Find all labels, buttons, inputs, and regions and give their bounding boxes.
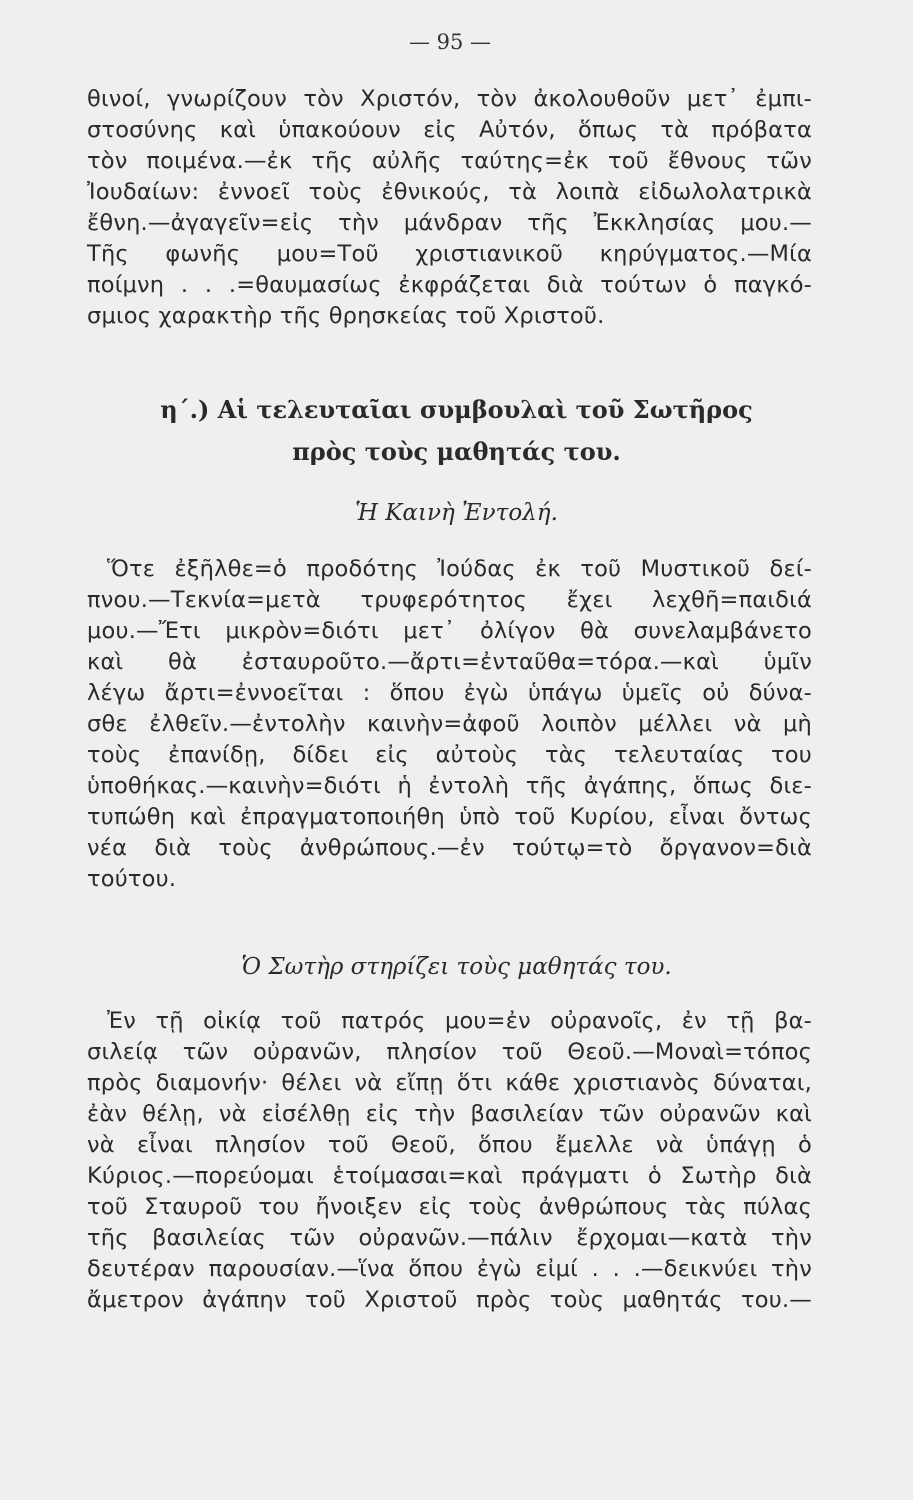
section-heading-line-1: η΄.) Αἱ τελευταῖαι συμβουλαὶ τοῦ Σωτῆρος [160,395,753,424]
subheading-new-commandment: Ἡ Καινὴ Ἐντολή. [355,500,558,526]
paragraph-2 [87,554,812,895]
text-line: Ὅτε ἐξῆλθε=ὁ προδότης Ἰούδας ἐκ τοῦ Μυστικοῦ δεί- [107,556,812,582]
page-number: — 95 — [408,30,492,54]
text-line: λέγω ἄρτι=ἐννοεῖται : ὅπου ἐγὼ ὑπάγω ὑμεῖς οὐ δύνα- [87,680,812,706]
paragraph-3 [87,1006,812,1316]
paragraph-1 [87,84,812,332]
text-line: ὑποθήκας.—καινὴν=διότι ἡ ἐντολὴ τῆς ἀγάπης, ὅπως διε- [87,773,812,799]
text-line: σθε ἐλθεῖν.—ἐντολὴν καινὴν=ἀφοῦ λοιπὸν μέλλει νὰ μὴ [87,711,812,737]
text-line: τούτου. [87,866,177,892]
text-line: Ἐν τῇ οἰκίᾳ τοῦ πατρός μου=ἐν οὐρανοῖς, ἐν τῇ βα- [107,1008,812,1034]
text-line: ποίμνη . . .=θαυμασίως ἐκφράζεται διὰ τούτων ὁ παγκό- [87,272,812,298]
text-line: τυπώθη καὶ ἐπραγματοποιήθη ὑπὸ τοῦ Κυρίου, εἶναι ὄντως [87,804,812,830]
text-line: νὰ εἶναι πλησίον τοῦ Θεοῦ, ὅπου ἔμελλε νὰ ὑπάγῃ ὁ [87,1132,812,1158]
text-line: στοσύνης καὶ ὑπακούουν εἰς Αὐτόν, ὅπως τὰ πρόβατα [87,117,812,143]
text-line: ἐὰν θέλῃ, νὰ εἰσέλθῃ εἰς τὴν βασιλείαν τῶν οὐρανῶν καὶ [87,1101,812,1127]
text-line: σμιος χαρακτὴρ τῆς θρησκείας τοῦ Χριστοῦ. [87,303,605,329]
text-line: ἔθνη.—ἀγαγεῖν=εἰς τὴν μάνδραν τῆς Ἐκκλησίας μου.— [87,210,812,236]
text-line: θινοί, γνωρίζουν τὸν Χριστόν, τὸν ἀκολουθοῦν μετ᾽ ἐμπι- [87,86,812,112]
text-line: τῆς βασιλείας τῶν οὐρανῶν.—πάλιν ἔρχομαι—κατὰ τὴν [87,1225,812,1251]
text-line: πνου.—Τεκνία=μετὰ τρυφερότητος ἔχει λεχθῆ=παιδιά [87,587,812,613]
section-heading-line-2: πρὸς τοὺς μαθητάς του. [292,437,621,466]
text-line: ἄμετρον ἀγάπην τοῦ Χριστοῦ πρὸς τοὺς μαθητάς του.— [87,1287,812,1313]
text-line: νέα διὰ τοὺς ἀνθρώπους.—ἐν τούτῳ=τὸ ὄργανον=διὰ [87,835,812,861]
text-line: μου.—Ἔτι μικρὸν=διότι μετ᾽ ὀλίγον θὰ συνελαμβάνετο [87,618,812,644]
text-line: σιλείᾳ τῶν οὐρανῶν, πλησίον τοῦ Θεοῦ.—Μοναὶ=τόπος [87,1039,812,1065]
text-line: τὸν ποιμένα.—ἐκ τῆς αὐλῆς ταύτης=ἐκ τοῦ ἔθνους τῶν [87,148,812,174]
text-line: Τῆς φωνῆς μου=Τοῦ χριστιανικοῦ κηρύγματος.—Μία [87,241,812,267]
text-line: Κύριος.—πορεύομαι ἑτοίμασαι=καὶ πράγματι ὁ Σωτὴρ διὰ [87,1163,812,1189]
text-line: καὶ θὰ ἐσταυροῦτο.—ἄρτι=ἐνταῦθα=τόρα.—καὶ ὑμῖν [87,649,812,675]
text-line: τοὺς ἐπανίδῃ, δίδει εἰς αὐτοὺς τὰς τελευταίας του [87,742,812,768]
text-line: τοῦ Σταυροῦ του ἤνοιξεν εἰς τοὺς ἀνθρώπους τὰς πύλας [87,1194,812,1220]
subheading-saviour-strengthens: Ὁ Σωτὴρ στηρίζει τοὺς μαθητάς του. [241,954,672,980]
text-line: Ἰουδαίων: ἐννοεῖ τοὺς ἐθνικούς, τὰ λοιπὰ εἰδωλολατρικὰ [87,179,812,205]
text-line: δευτέραν παρουσίαν.—ἵνα ὅπου ἐγὼ εἰμί . . .—δεικνύει τὴν [87,1256,812,1282]
text-line: πρὸς διαμονήν· θέλει νὰ εἴπῃ ὅτι κάθε χριστιανὸς δύναται, [87,1070,812,1096]
